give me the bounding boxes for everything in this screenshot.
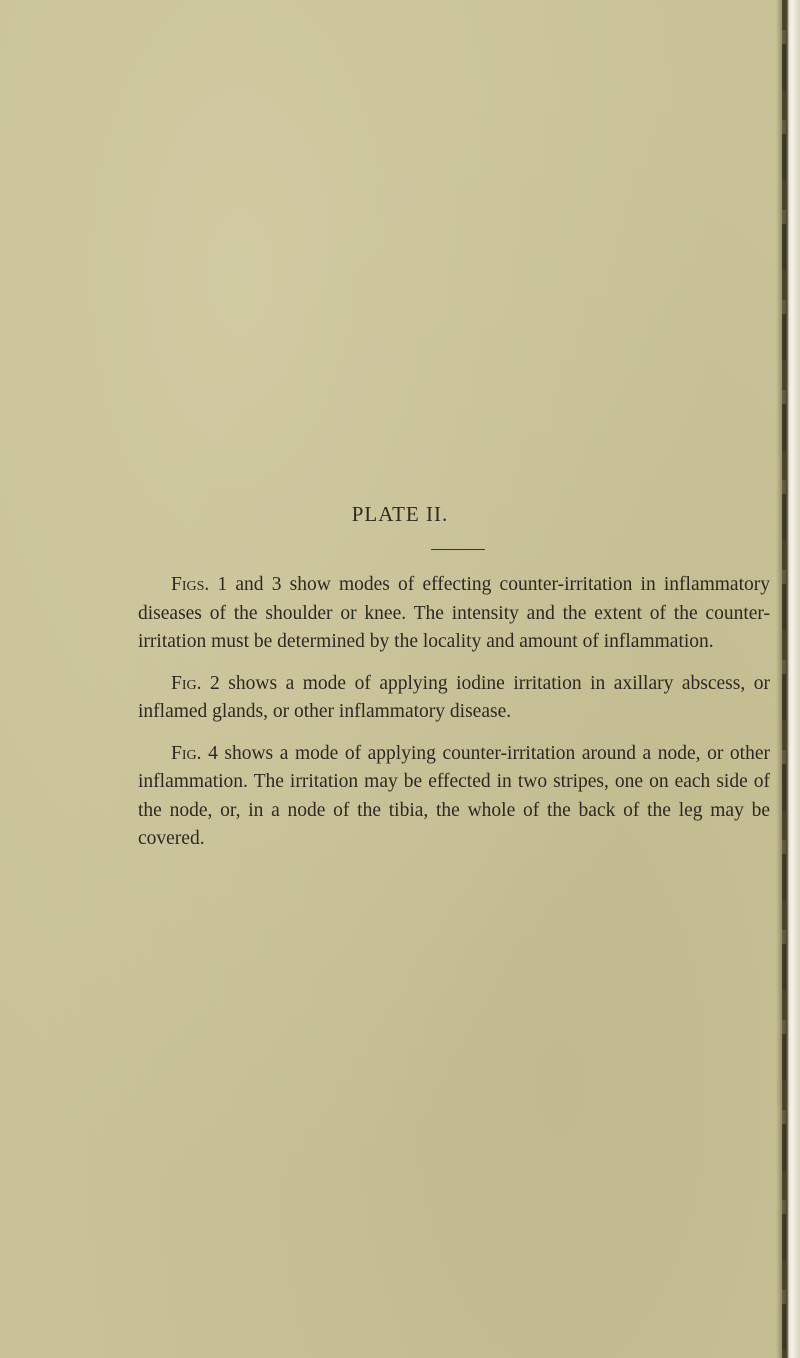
paragraph-lead: Fig. xyxy=(171,672,202,694)
paragraph-lead: Fig. xyxy=(171,742,202,764)
page-spine-edge xyxy=(776,0,800,1358)
paragraph-text: 2 shows a mode of applying iodine irritation in axillary abscess, or inflamed glands, or other inflammatory disease. xyxy=(138,672,770,722)
paragraph-figs-1-3 xyxy=(138,571,770,657)
paragraph-text: 4 shows a mode of applying counter-irritation around a node, or other inflammation. The irritation may be effected in two stripes, one on each side of the node, or, in a node of the tibia, the whole of the back of the leg may be covered. xyxy=(138,742,770,849)
plate-description xyxy=(138,571,770,867)
title-divider xyxy=(431,549,485,550)
paragraph-text: 1 and 3 show modes of effecting counter-irritation in inflammatory diseases of the shoulder or knee. The intensity and the extent of the counter-irritation must be determined by the locality and amount of inflammation. xyxy=(138,574,770,652)
plate-title: PLATE II. xyxy=(351,502,449,526)
paragraph-lead: Figs. xyxy=(171,574,210,595)
paragraph-fig-2 xyxy=(138,670,770,727)
paragraph-fig-4 xyxy=(138,740,770,854)
spine-shadow xyxy=(782,0,786,1358)
